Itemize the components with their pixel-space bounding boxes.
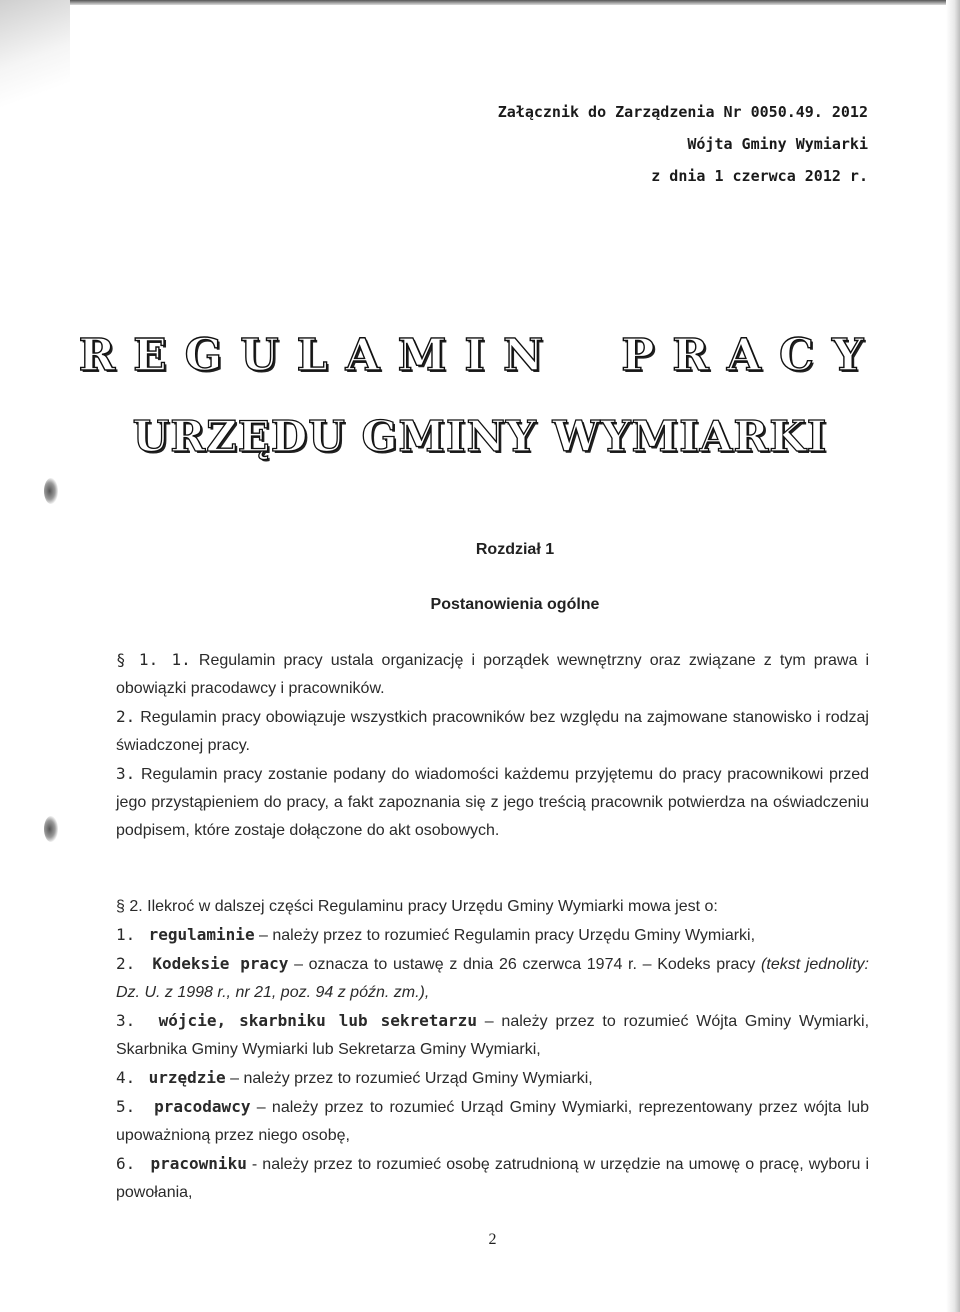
definition-text: – należy przez to rozumieć Urząd Gminy Wymiarki, reprezentowany przez wójta lub upoważnioną przez niego osobę,: [116, 1099, 870, 1144]
attachment-header: [498, 96, 868, 192]
definition-text: – należy przez to rozumieć Wójta Gminy Wymiarki, Skarbnika Gminy Wymiarki lub Sekretarza Gminy Wymiarki,: [116, 1013, 870, 1058]
legal-citation: (tekst jednolity: Dz. U. z 1998 r., nr 21, poz. 94 z późn. zm.),: [116, 956, 869, 1001]
scan-edge-top: [0, 0, 960, 5]
paragraph-number: 2.: [116, 707, 136, 726]
scan-edge-right: [946, 0, 960, 1312]
header-line-1: Załącznik do Zarządzenia Nr 0050.49. 2012: [497, 103, 868, 121]
item-number: 6.: [116, 1154, 136, 1173]
chapter-name: Postanowienia ogólne: [430, 596, 600, 613]
definition-text: – należy przez to rozumieć Regulamin pracy Urzędu Gminy Wymiarki,: [254, 927, 756, 944]
definition-text: – oznacza to ustawę z dnia 26 czerwca 1974 r. – Kodeks pracy: [288, 956, 762, 973]
paragraph-text: Regulamin pracy ustala organizację i porządek wewnętrzny oraz związane z tym prawa i obowiązki pracodawcy i pracowników.: [116, 652, 870, 697]
defined-term: Kodeksie pracy: [152, 954, 289, 973]
definition-text: – należy przez to rozumieć Urząd Gminy Wymiarki,: [225, 1070, 593, 1087]
punch-hole: [44, 478, 58, 504]
title-word-pracy: PRACY: [621, 330, 882, 381]
paragraph-number: 3.: [116, 764, 136, 783]
definition-item-3: [116, 1007, 869, 1064]
punch-hole: [44, 816, 58, 842]
item-number: 3.: [116, 1011, 136, 1030]
item-number: 5.: [116, 1097, 136, 1116]
paragraph-number: § 1. 1.: [116, 650, 191, 669]
paragraph-1-3: [116, 760, 869, 845]
chapter-label: Rozdział 1: [475, 541, 555, 558]
defined-term: pracowniku: [150, 1154, 247, 1173]
definition-item-6: [116, 1150, 869, 1207]
section-2: [116, 893, 869, 1207]
paragraph-2-intro: [116, 893, 869, 921]
paragraph-1-2: [116, 703, 869, 760]
item-number: 4.: [116, 1068, 136, 1087]
header-line-2: Wójta Gminy Wymiarki: [687, 135, 868, 153]
defined-term: pracodawcy: [154, 1097, 251, 1116]
document-subtitle: URZĘDU GMINY WYMIARKI: [132, 412, 828, 461]
defined-term: regulaminie: [148, 925, 255, 944]
document-title: [0, 330, 960, 381]
definition-item-1: [116, 921, 869, 950]
paragraph-text: Ilekroć w dalszej części Regulaminu pracy Urzędu Gminy Wymiarki mowa jest o:: [147, 898, 718, 915]
title-word-regulamin: REGULAMIN: [78, 330, 562, 381]
definition-item-2: [116, 950, 869, 1007]
defined-term: wójcie, skarbniku lub sekretarzu: [158, 1011, 477, 1030]
section-1: [116, 646, 869, 845]
paragraph-1-1: [116, 646, 869, 703]
defined-term: urzędzie: [148, 1068, 226, 1087]
paragraph-text: Regulamin pracy zostanie podany do wiadomości każdemu przyjętemu do pracy pracownikowi przed jego przystąpieniem do pracy, a fakt zapoznania się z jego treścią pracownik potwierdza na oświadczeniu podpisem, które zostaje dołączone do akt osobowych.: [116, 766, 869, 839]
definition-text: - należy przez to rozumieć osobę zatrudnioną w urzędzie na umowę o pracę, wyboru i powołania,: [116, 1156, 870, 1201]
page-number: 2: [488, 1231, 497, 1248]
header-line-3: z dnia 1 czerwca 2012 r.: [651, 167, 868, 185]
paragraph-text: Regulamin pracy obowiązuje wszystkich pracowników bez względu na zajmowane stanowisko i rodzaj świadczonej pracy.: [116, 709, 869, 754]
scan-corner-fold: [0, 0, 70, 130]
definition-item-4: [116, 1064, 869, 1093]
paragraph-number: § 2.: [116, 898, 143, 915]
definition-item-5: [116, 1093, 869, 1150]
item-number: 2.: [116, 954, 136, 973]
item-number: 1.: [116, 925, 136, 944]
